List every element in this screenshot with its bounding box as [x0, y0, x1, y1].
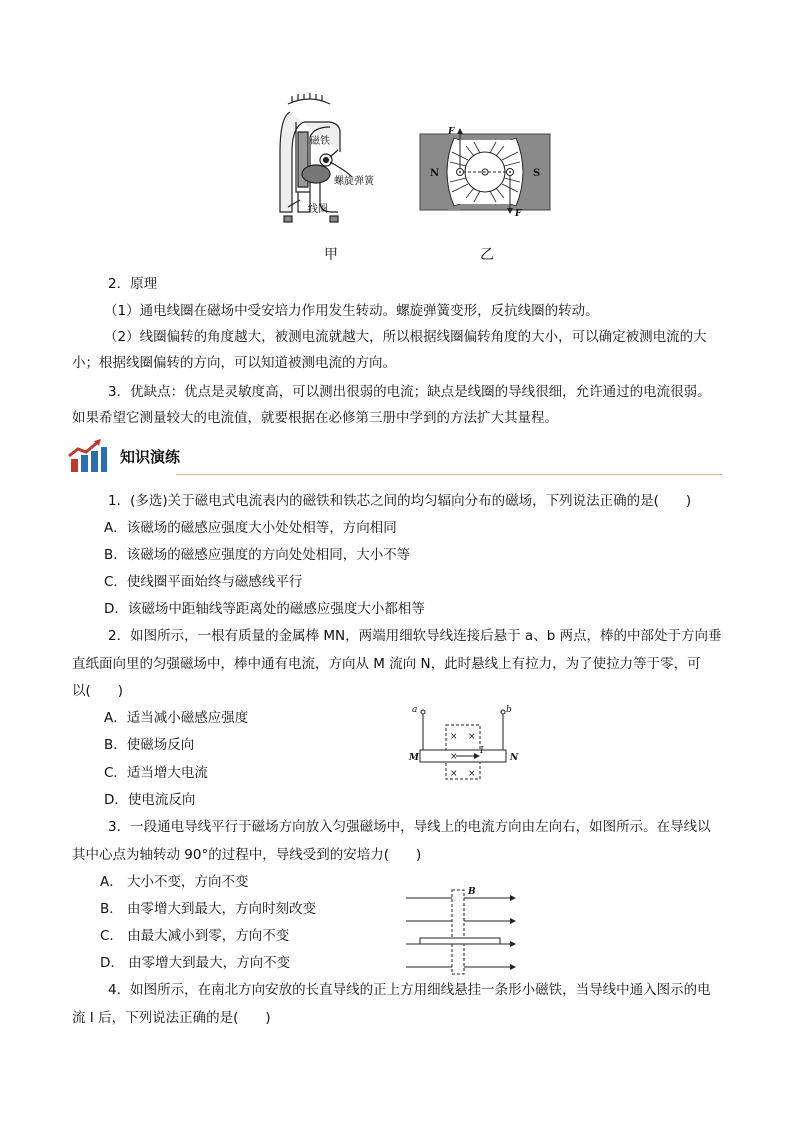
spring-label: 螺旋弹簧: [334, 176, 374, 187]
field-b-label: B: [468, 887, 476, 897]
q2-option-c: C．适当增大电流: [104, 765, 208, 781]
q2-line1: 2．如图所示，一根有质量的金属棒 MN，两端用细软导线连接后悬于 a、b 两点，棒的中部处于方向垂: [108, 628, 722, 644]
cross-1: ×: [450, 732, 458, 742]
figure-jia-caption: 甲: [324, 247, 338, 263]
q2-option-a: A．适当减小磁感应强度: [104, 710, 249, 726]
q3-option-c: C． 由最大减小到零，方向不变: [100, 928, 290, 944]
chart-growth-icon: [68, 439, 108, 473]
principle-p2-line1: （2）线圈偏转的角度越大，被测电流就越大，所以根据线圈偏转角度的大小，可以确定被测电流的大: [104, 329, 707, 345]
cross-5: ×: [468, 769, 476, 779]
coil-label: 线圈: [308, 204, 328, 215]
q3-option-b: B． 由零增大到最大，方向时刻改变: [100, 901, 317, 917]
section-title: 知识演练: [120, 448, 181, 466]
q3-line1: 3．一段通电导线平行于磁场方向放入匀强磁场中，导线上的电流方向由左向右，如图所示。在导线以: [108, 819, 711, 835]
pros-cons-line2: 如果希望它测量较大的电流值，就要根据在必修第三册中学到的方法扩大其量程。: [72, 410, 558, 426]
force-bottom-label: F: [515, 209, 522, 217]
q4-line2: 流 I 后，下列说法正确的是( ): [72, 1010, 271, 1026]
q3-option-a: A． 大小不变，方向不变: [100, 874, 249, 890]
q1-option-b: B．该磁场的磁感应强度的方向处处相同，大小不等: [104, 547, 411, 563]
q2-line3: 以( ): [72, 683, 124, 699]
q1-option-d: D．该磁场中距轴线等距离处的磁感应强度大小都相等: [104, 601, 425, 617]
current-i-label: I: [480, 746, 484, 756]
cross-2: ×: [468, 732, 476, 742]
magnet-label: 磁铁: [310, 136, 330, 147]
s-pole-label: S: [533, 168, 541, 179]
cross-3: ×: [450, 752, 458, 762]
n-pole-label: N: [430, 168, 440, 179]
metal-rod-figure: [406, 700, 530, 782]
force-top-label: F: [448, 127, 455, 137]
section-divider: [176, 474, 722, 475]
cross-4: ×: [450, 769, 458, 779]
q3-option-d: D． 由零增大到最大，方向不变: [100, 955, 291, 971]
principle-p1: （1）通电线圈在磁场中受安培力作用发生转动。螺旋弹簧变形，反抗线圈的转动。: [104, 303, 599, 319]
q1-option-c: C．使线圈平面始终与磁感线平行: [104, 574, 303, 590]
q3-line2: 其中心点为轴转动 90°的过程中，导线受到的安培力( ): [72, 847, 422, 863]
q1-option-a: A．该磁场的磁感应强度大小处处相等，方向相同: [104, 520, 397, 536]
principle-p2-line2: 小；根据线圈偏转的方向，可以知道被测电流的方向。: [72, 355, 396, 371]
point-n-label: N: [510, 753, 519, 763]
q4-line1: 4．如图所示，在南北方向安放的长直导线的正上方用细线悬挂一条形小磁铁，当导线中通入图示的电: [108, 982, 711, 998]
section-header: [68, 437, 722, 475]
uniform-field-figure: [400, 884, 520, 976]
principle-heading: 2．原理: [108, 276, 158, 292]
figure-yi-caption: 乙: [480, 247, 494, 263]
q2-option-b: B．使磁场反向: [104, 737, 195, 753]
point-m-label: M: [409, 753, 419, 763]
radial-field-figure: [418, 122, 553, 217]
q1-stem: 1．(多选)关于磁电式电流表内的磁铁和铁芯之间的均匀辐向分布的磁场，下列说法正确的是( ): [108, 493, 692, 509]
point-b-label: b: [506, 705, 512, 715]
galvanometer-figure: [270, 92, 390, 237]
point-a-label: a: [412, 705, 418, 715]
q2-option-d: D．使电流反向: [104, 792, 196, 808]
pros-cons-line1: 3．优缺点：优点是灵敏度高，可以测出很弱的电流；缺点是线圈的导线很细，允许通过的电流很弱。: [108, 384, 711, 400]
q2-line2: 直纸面向里的匀强磁场中，棒中通有电流，方向从 M 流向 N，此时悬线上有拉力，为了使拉力等于零，可: [72, 656, 701, 672]
